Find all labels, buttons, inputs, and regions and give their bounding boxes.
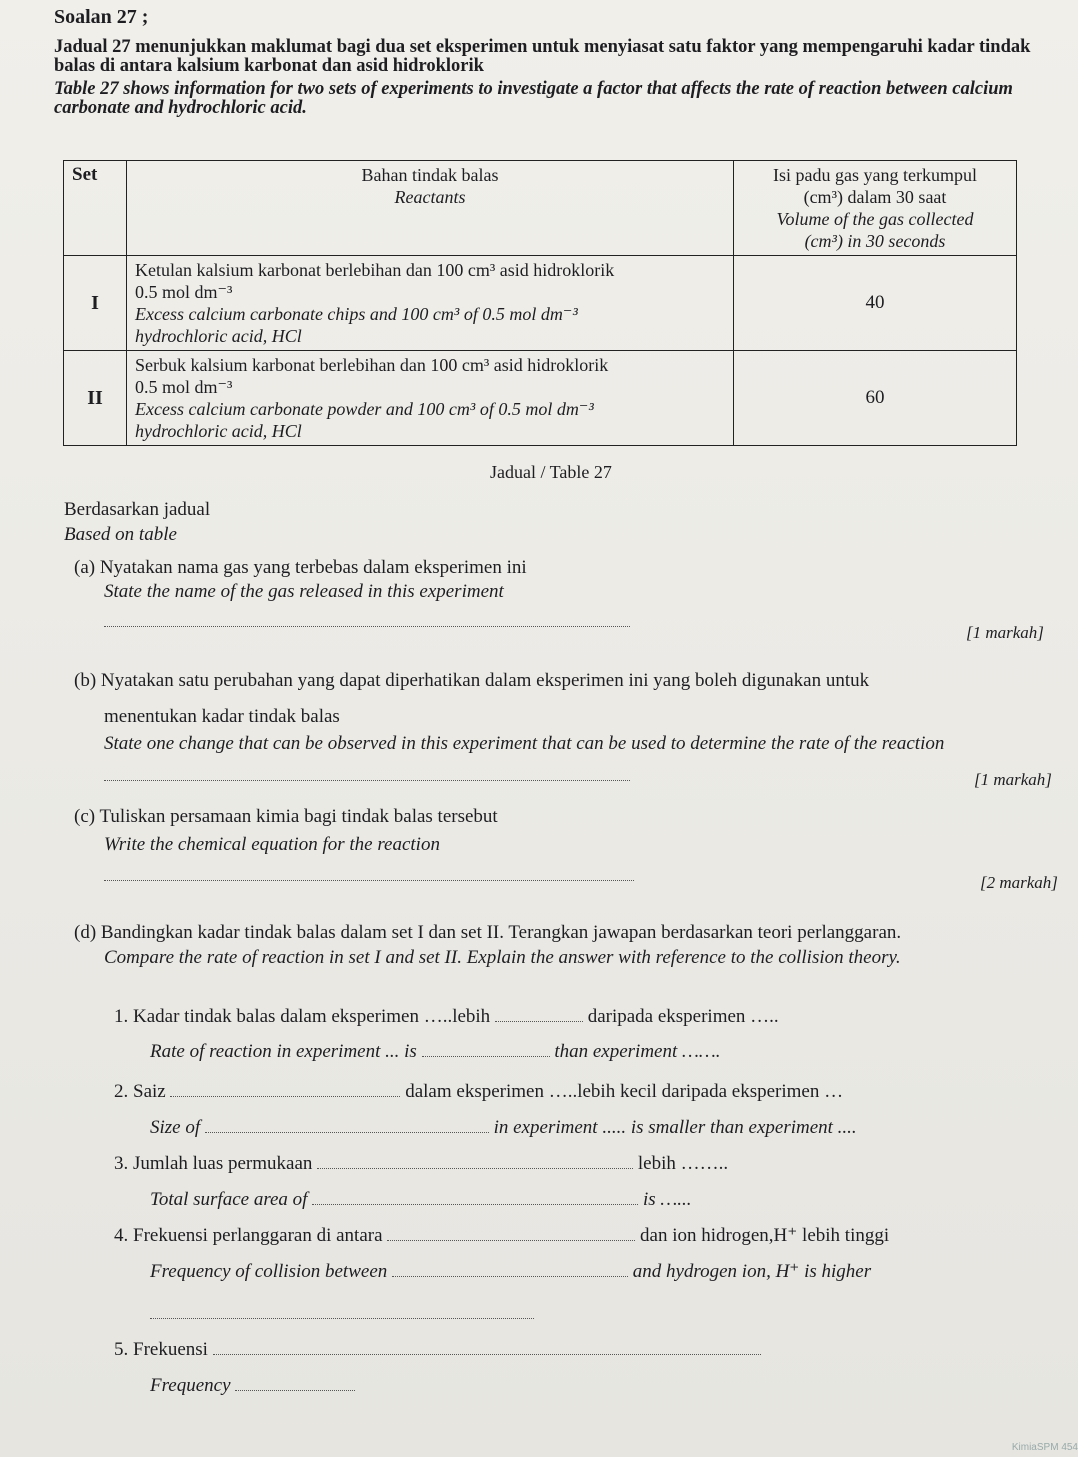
item-4-en-end: and hydrogen ion, H⁺ is higher [632,1261,872,1282]
item-2-ms-start: 2. Saiz [114,1081,166,1102]
question-c-ms: (c) Tuliskan persamaan kimia bagi tindak balas tersebut [74,806,498,827]
answer-line-4-extra[interactable] [150,1318,534,1319]
blank-3-en[interactable] [312,1204,638,1205]
intro-text [54,38,1044,118]
item-5-en-label: Frequency [150,1375,231,1396]
item-4-en [150,1260,871,1284]
item-3-ms-end: lebih …….. [637,1153,729,1174]
header-reactants-en: Reactants [394,187,466,207]
header-reactants-ms: Bahan tindak balas [361,165,499,185]
table-header-row [64,161,1017,256]
marks-b: [1 markah] [974,770,1052,789]
item-3-ms [114,1152,728,1176]
item-2-ms-end: dalam eksperimen …..lebih kecil daripada eksperimen … [405,1081,844,1102]
answer-line-a[interactable] [104,626,630,627]
item-4-ms-end: dan ion hidrogen,H⁺ lebih tinggi [640,1225,890,1246]
item-2-en [150,1116,857,1140]
item-2-en-end: in experiment ..... is smaller than experiment .... [493,1117,857,1138]
set-number: I [64,256,127,351]
blank-1-ms[interactable] [495,1021,583,1022]
item-5-ms [114,1338,761,1362]
intro-malay: Jadual 27 menunjukkan maklumat bagi dua set eksperimen untuk menyiasat satu faktor yang mempengaruhi kadar tindak balas di antara kalsium karbonat dan asid hidroklorik [54,37,1031,76]
answer-line-c[interactable] [104,880,634,881]
item-1-en-start: Rate of reaction in experiment ... is [150,1041,417,1062]
question-b-ms-1: (b) Nyatakan satu perubahan yang dapat diperhatikan dalam eksperimen ini yang boleh digunakan untuk [74,670,870,691]
question-a-en: State the name of the gas released in this experiment [104,581,504,602]
reactants-ms-1: Serbuk kalsium karbonat berlebihan dan 100 cm³ asid hidroklorik [135,355,609,375]
item-4-ms [114,1224,889,1248]
based-on-en: Based on table [64,524,177,545]
question-b-en: State one change that can be observed in this experiment that can be used to determine the rate of the reaction [104,733,945,754]
header-volume-en-2: (cm³) in 30 seconds [804,231,946,251]
item-3-ms-start: 3. Jumlah luas permukaan [114,1153,313,1174]
question-a-ms: (a) Nyatakan nama gas yang terbebas dalam eksperimen ini [74,557,527,578]
blank-2-ms[interactable] [170,1096,400,1097]
item-3-en-end: is …... [642,1189,692,1210]
reactants-ms-2: 0.5 mol dm⁻³ [135,377,233,397]
item-1-ms-end: daripada eksperimen ….. [587,1006,779,1027]
item-2-ms [114,1080,843,1104]
question-title: Soalan 27 ; [54,6,149,28]
item-3-en-start: Total surface area of [150,1189,308,1210]
item-3-en [150,1188,692,1212]
item-4-ms-start: 4. Frekuensi perlanggaran di antara [114,1225,383,1246]
header-volume-ms-2: (cm³) dalam 30 saat [803,187,947,207]
item-4-en-start: Frequency of collision between [150,1261,388,1282]
answer-line-b[interactable] [104,780,630,781]
table-row [64,256,1017,351]
header-volume-ms-1: Isi padu gas yang terkumpul [773,165,977,185]
marks-a: [1 markah] [966,623,1044,642]
item-2-en-start: Size of [150,1117,201,1138]
question-d-en: Compare the rate of reaction in set I and set II. Explain the answer with reference to the collision theory. [104,947,901,968]
table-caption: Jadual / Table 27 [490,462,612,482]
reactants-en-2: hydrochloric acid, HCl [135,421,302,441]
reactants-ms-1: Ketulan kalsium karbonat berlebihan dan 100 cm³ asid hidroklorik [135,260,615,280]
header-set: Set [64,161,127,256]
question-c-en: Write the chemical equation for the reaction [104,834,440,855]
volume-value: 40 [734,256,1017,351]
reactants-ms-2: 0.5 mol dm⁻³ [135,282,233,302]
based-on-ms: Berdasarkan jadual [64,499,211,520]
blank-4-ms[interactable] [387,1240,635,1241]
question-b-ms-2: menentukan kadar tindak balas [104,706,340,727]
experiment-table [63,160,1017,446]
blank-2-en[interactable] [205,1132,489,1133]
intro-english: Table 27 shows information for two sets of experiments to investigate a factor that affects the rate of reaction between calcium carbonate and hydrochloric acid. [54,79,1013,118]
set-number: II [64,351,127,446]
item-1-en [150,1040,721,1064]
reactants-en-1: Excess calcium carbonate chips and 100 cm³ of 0.5 mol dm⁻³ [135,304,578,324]
reactants-cell [127,351,734,446]
item-5-ms-label: 5. Frekuensi [114,1339,208,1360]
blank-3-ms[interactable] [317,1168,633,1169]
reactants-en-1: Excess calcium carbonate powder and 100 cm³ of 0.5 mol dm⁻³ [135,399,594,419]
blank-4-en[interactable] [392,1276,628,1277]
item-5-en [150,1374,355,1398]
question-d-ms: (d) Bandingkan kadar tindak balas dalam set I dan set II. Terangkan jawapan berdasarkan teori perlanggaran. [74,922,902,943]
item-1-ms-start: 1. Kadar tindak balas dalam eksperimen …..lebih [114,1006,491,1027]
blank-1-en[interactable] [422,1056,550,1057]
table-row [64,351,1017,446]
blank-5-ms[interactable] [213,1354,761,1355]
item-1-en-end: than experiment ……. [554,1041,721,1062]
footer-watermark: KimiaSPM 454 [1011,1442,1078,1453]
volume-value: 60 [734,351,1017,446]
blank-5-en[interactable] [235,1390,355,1391]
reactants-cell [127,256,734,351]
item-1-ms [114,1005,779,1029]
header-volume-en-1: Volume of the gas collected [776,209,974,229]
header-reactants [127,161,734,256]
marks-c: [2 markah] [980,873,1058,892]
header-volume [734,161,1017,256]
reactants-en-2: hydrochloric acid, HCl [135,326,302,346]
